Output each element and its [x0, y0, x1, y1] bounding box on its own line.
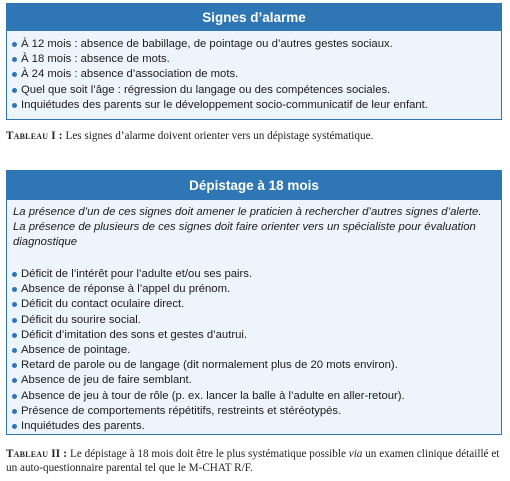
caption-via: via	[348, 448, 363, 460]
list-item: Absence de jeu à tour de rôle (p. ex. lancer la balle à l’adulte en aller-retour).	[10, 389, 495, 404]
list-item: À 12 mois : absence de babillage, de pointage ou d’autres gestes sociaux.	[10, 37, 495, 52]
caption-label: Tableau I :	[6, 130, 63, 142]
screening-title: Dépistage à 18 mois	[7, 171, 501, 200]
list-item: Présence de comportements répétitifs, restreints et stéréotypés.	[10, 404, 495, 419]
list-item: Déficit du sourire social.	[10, 313, 495, 328]
list-item: À 18 mois : absence de mots.	[10, 52, 495, 67]
screening-intro: La présence d’un de ces signes doit amener le praticien à rechercher d’autres signes d’alerte. La présence de plusieurs de ces signes doit faire orienter vers un spécialiste pour évaluation diagnostique	[13, 206, 482, 248]
list-item: À 24 mois : absence d’association de mots.	[10, 67, 495, 82]
warning-signs-table	[6, 3, 502, 120]
list-item: Inquiétudes des parents.	[10, 419, 495, 434]
screening-table	[6, 170, 502, 435]
warning-signs-list	[7, 31, 501, 113]
list-item: Retard de parole ou de langage (dit normalement plus de 20 mots environ).	[10, 358, 495, 373]
caption-text: Le dépistage à 18 mois doit être le plus systématique possible	[67, 448, 349, 460]
list-item: Absence de réponse à l’appel du prénom.	[10, 282, 495, 297]
warning-signs-title: Signes d’alarme	[7, 4, 501, 31]
list-item: Absence de jeu de faire semblant.	[10, 373, 495, 388]
list-item: Déficit du contact oculaire direct.	[10, 297, 495, 312]
list-item: Quel que soit l’âge : régression du langage ou des compétences sociales.	[10, 83, 495, 98]
list-item: Déficit d’imitation des sons et gestes d’autrui.	[10, 328, 495, 343]
table-2-caption	[6, 448, 506, 475]
caption-label: Tableau II :	[6, 448, 68, 460]
list-item: Absence de pointage.	[10, 343, 495, 358]
caption-text: Les signes d’alarme doivent orienter vers un dépistage systématique.	[62, 130, 374, 142]
table-1-caption	[6, 130, 506, 144]
caption-text: un examen clinique détaillé et un auto-questionnaire parental tel que le M-CHAT R/F.	[6, 448, 500, 474]
screening-list	[7, 250, 501, 434]
list-item: Inquiétudes des parents sur le développement socio-communicatif de leur enfant.	[10, 98, 495, 113]
list-item: Déficit de l’intérêt pour l’adulte et/ou ses pairs.	[10, 267, 495, 282]
